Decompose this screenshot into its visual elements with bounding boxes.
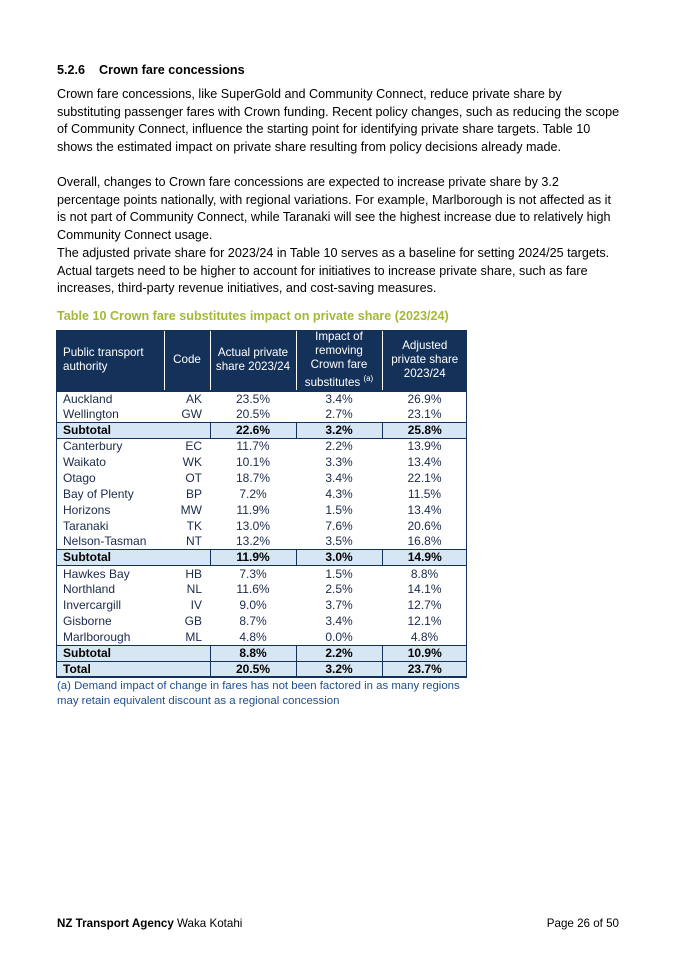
cell-actual: 7.2% bbox=[239, 486, 267, 501]
cell-impact: 2.2% bbox=[296, 645, 382, 661]
total-row bbox=[56, 661, 467, 677]
table-row bbox=[56, 502, 467, 518]
header-impact-text: Impact of removing Crown fare substitutes bbox=[304, 330, 368, 389]
cell-impact: 3.4% bbox=[325, 614, 353, 629]
cell-impact: 1.5% bbox=[325, 566, 353, 581]
header-authority: Public transport authority bbox=[56, 330, 164, 391]
cell-code bbox=[164, 550, 210, 566]
cell-adjusted: 13.4% bbox=[407, 502, 442, 517]
cell-code bbox=[164, 661, 210, 677]
cell-actual: 4.8% bbox=[239, 629, 267, 644]
table-row bbox=[56, 486, 467, 502]
table-row bbox=[56, 439, 467, 455]
footer-org-rest: Waka Kotahi bbox=[173, 917, 243, 930]
cell-code: AK bbox=[164, 391, 210, 407]
cell-impact: 3.0% bbox=[296, 550, 382, 566]
cell-adjusted: 16.8% bbox=[407, 534, 442, 549]
cell-adjusted: 12.1% bbox=[407, 614, 442, 629]
cell-actual: 22.6% bbox=[210, 423, 296, 439]
cell-adjusted: 11.5% bbox=[407, 486, 442, 501]
cell-impact: 4.3% bbox=[325, 486, 353, 501]
cell-authority: Hawkes Bay bbox=[63, 566, 130, 581]
cell-code: NT bbox=[186, 534, 202, 549]
cell-actual: 11.9% bbox=[236, 502, 270, 517]
cell-actual: 20.5% bbox=[235, 407, 271, 422]
table-row bbox=[56, 407, 467, 423]
cell-adjusted: 14.1% bbox=[407, 582, 442, 597]
cell-authority: Otago bbox=[63, 470, 96, 485]
cell-code: GB bbox=[184, 614, 202, 629]
cell-code: EC bbox=[185, 439, 202, 454]
cell-code: ML bbox=[185, 629, 202, 644]
cell-authority: Gisborne bbox=[63, 614, 112, 629]
cell-authority: Taranaki bbox=[63, 518, 109, 533]
cell-actual: 7.3% bbox=[239, 566, 267, 581]
cell-impact: 0.0% bbox=[325, 629, 353, 644]
cell-code bbox=[164, 645, 210, 661]
section-number: 5.2.6 bbox=[57, 63, 86, 77]
cell-impact: 3.2% bbox=[296, 423, 382, 439]
table-header-row bbox=[56, 330, 467, 391]
cell-actual: 9.0% bbox=[239, 598, 267, 613]
cell-authority: Northland bbox=[63, 582, 116, 597]
table-caption: Table 10 Crown fare substitutes impact on private share (2023/24) bbox=[57, 309, 449, 323]
cell-actual: 23.5% bbox=[210, 391, 296, 407]
cell-actual: 18.7% bbox=[235, 470, 271, 485]
cell-authority: Waikato bbox=[63, 455, 106, 470]
table-row bbox=[56, 566, 467, 582]
cell-authority: Marlborough bbox=[63, 629, 131, 644]
cell-impact: 3.4% bbox=[296, 391, 382, 407]
cell-code: IV bbox=[190, 598, 202, 613]
cell-code: WK bbox=[182, 455, 202, 470]
table-row bbox=[56, 614, 467, 630]
cell-actual: 13.2% bbox=[235, 534, 271, 549]
cell-code: TK bbox=[186, 518, 202, 533]
cell-authority: Subtotal bbox=[56, 645, 164, 661]
cell-code: BP bbox=[185, 486, 202, 501]
header-impact-note: (a) bbox=[363, 374, 374, 383]
cell-authority: Bay of Plenty bbox=[63, 486, 134, 501]
private-share-table bbox=[56, 330, 467, 678]
cell-adjusted: 8.8% bbox=[410, 566, 439, 581]
paragraph-2: Overall, changes to Crown fare concessions are expected to increase private share by 3.2 percentage points nationally, with regional variations. For example, Marlborough is not affected as it is not part of Community Connect, while Taranaki will see the highest increase due to relatively high Community Connect usage. bbox=[57, 175, 611, 242]
cell-impact: 3.5% bbox=[325, 534, 353, 549]
table-body bbox=[56, 391, 467, 678]
cell-actual: 13.0% bbox=[235, 518, 271, 533]
cell-adjusted: 23.7% bbox=[382, 661, 467, 677]
cell-adjusted: 13.9% bbox=[407, 439, 442, 454]
cell-authority: Wellington bbox=[63, 407, 119, 422]
cell-impact: 3.2% bbox=[296, 661, 382, 677]
subtotal-row bbox=[56, 645, 467, 661]
cell-actual: 20.5% bbox=[210, 661, 296, 677]
cell-actual: 10.1% bbox=[235, 455, 271, 470]
cell-adjusted: 4.8% bbox=[410, 629, 439, 644]
subtotal-row bbox=[56, 550, 467, 566]
table-row bbox=[56, 630, 467, 646]
cell-impact: 2.7% bbox=[325, 407, 353, 422]
section-heading bbox=[57, 63, 245, 77]
cell-impact: 2.5% bbox=[325, 582, 353, 597]
cell-impact: 2.2% bbox=[325, 439, 353, 454]
footer-org-bold: NZ Transport Agency bbox=[57, 917, 174, 930]
table-row bbox=[56, 391, 467, 407]
cell-adjusted: 13.4% bbox=[407, 455, 442, 470]
cell-impact: 1.5% bbox=[325, 502, 353, 517]
footer-page-number: Page 26 of 50 bbox=[546, 917, 619, 930]
subtotal-row bbox=[56, 423, 467, 439]
cell-actual: 8.7% bbox=[239, 614, 267, 629]
table-footnote: (a) Demand impact of change in fares has not been factored in as many regions may retain equivalent discount as a regional concession bbox=[57, 680, 460, 707]
cell-code: MW bbox=[180, 502, 202, 517]
cell-adjusted: 20.6% bbox=[407, 518, 442, 533]
cell-authority: Subtotal bbox=[56, 423, 164, 439]
cell-authority: Total bbox=[56, 661, 164, 677]
cell-code: OT bbox=[185, 470, 202, 485]
cell-impact: 7.6% bbox=[325, 518, 353, 533]
cell-adjusted: 25.8% bbox=[382, 423, 467, 439]
table-row bbox=[56, 534, 467, 550]
cell-impact: 3.7% bbox=[325, 598, 353, 613]
cell-adjusted: 12.7% bbox=[407, 598, 442, 613]
cell-actual: 11.7% bbox=[236, 439, 270, 454]
cell-impact: 3.4% bbox=[325, 470, 353, 485]
cell-authority: Invercargill bbox=[63, 598, 122, 613]
table-row bbox=[56, 471, 467, 487]
cell-adjusted: 10.9% bbox=[382, 645, 467, 661]
header-adjusted: Adjusted private share 2023/24 bbox=[382, 330, 467, 391]
table-row bbox=[56, 598, 467, 614]
cell-adjusted: 22.1% bbox=[407, 470, 442, 485]
table-row bbox=[56, 518, 467, 534]
paragraph-3: The adjusted private share for 2023/24 in Table 10 serves as a baseline for setting 2024/25 targets. Actual targets need to be higher to account for initiatives to increase private share, such as fare increases, third-party revenue initiatives, and cost-saving measures. bbox=[57, 246, 610, 295]
paragraph-1: Crown fare concessions, like SuperGold and Community Connect, reduce private share by substituting passenger fares with Crown funding. Recent policy changes, such as reducing the scope of Community Connect, influence the starting point for identifying private share targets. Table 10 shows the estimated impact on private share resulting from policy decisions already made. bbox=[57, 87, 620, 154]
cell-authority: Canterbury bbox=[63, 439, 123, 454]
cell-actual: 8.8% bbox=[210, 645, 296, 661]
cell-authority: Subtotal bbox=[56, 550, 164, 566]
cell-code: GW bbox=[181, 407, 202, 422]
cell-actual: 11.9% bbox=[210, 550, 296, 566]
cell-adjusted: 26.9% bbox=[382, 391, 467, 407]
header-actual: Actual private share 2023/24 bbox=[210, 330, 296, 391]
cell-authority: Horizons bbox=[63, 502, 111, 517]
table-row bbox=[56, 455, 467, 471]
cell-impact: 3.3% bbox=[325, 455, 353, 470]
table-row bbox=[56, 582, 467, 598]
header-impact bbox=[296, 330, 382, 391]
cell-actual: 11.6% bbox=[236, 582, 270, 597]
cell-adjusted: 14.9% bbox=[382, 550, 467, 566]
cell-authority: Auckland bbox=[56, 391, 164, 407]
section-title: Crown fare concessions bbox=[99, 63, 245, 77]
cell-code: HB bbox=[185, 566, 202, 581]
cell-adjusted: 23.1% bbox=[407, 407, 442, 422]
header-code: Code bbox=[164, 330, 210, 391]
cell-authority: Nelson-Tasman bbox=[63, 534, 147, 549]
footer-organisation bbox=[57, 917, 242, 930]
cell-code: NL bbox=[186, 582, 202, 597]
cell-code bbox=[164, 423, 210, 439]
